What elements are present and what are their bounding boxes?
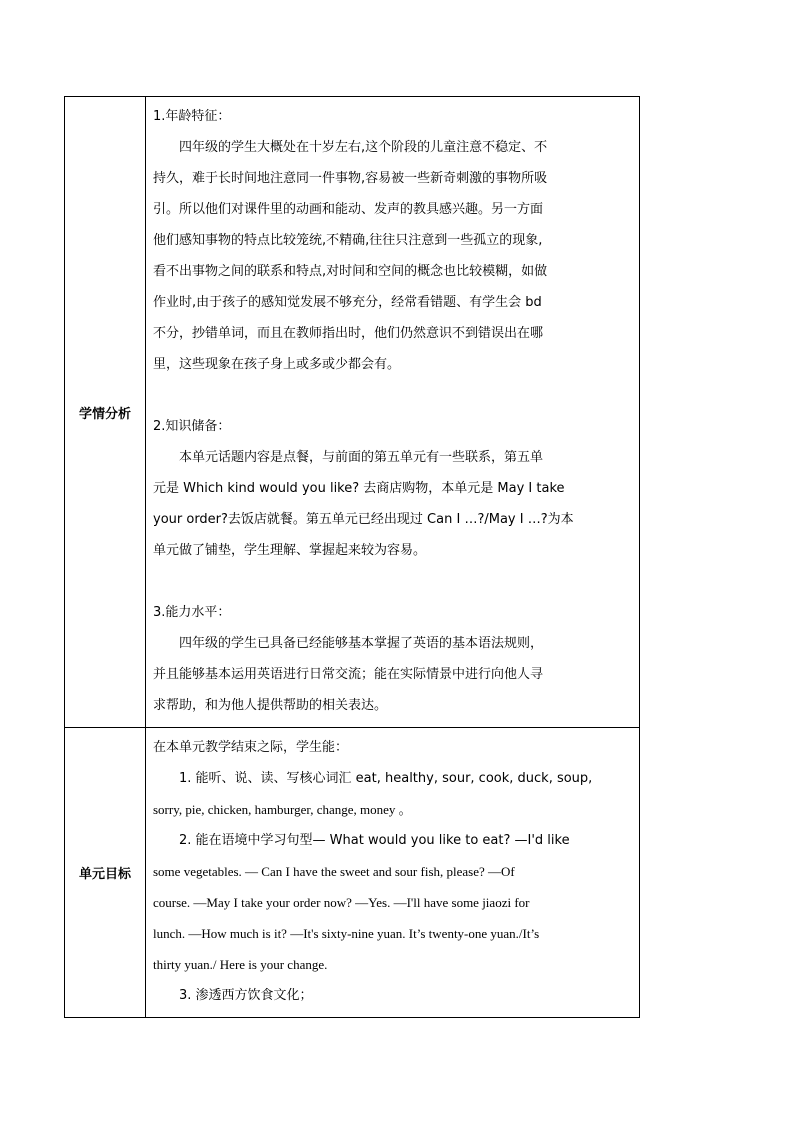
age-line: 引。所以他们对课件里的动画和能动、发声的教具感兴趣。另一方面 [153, 202, 544, 217]
goal-item-1: 1. 能听、说、读、写核心词汇 eat, healthy, sour, cook, duck, soup, [179, 771, 593, 786]
knowledge-line: 单元做了铺垫，学生理解、掌握起来较为容易。 [153, 543, 427, 558]
age-line: 里，这些现象在孩子身上或多或少都会有。 [153, 357, 401, 372]
goals-row [65, 728, 640, 1018]
age-line: 不分，抄错单词，而且在教师指出时，他们仍然意识不到错误出在哪 [153, 326, 544, 341]
spacer [153, 566, 632, 597]
goal-item-2-cont: some vegetables. — Can I have the sweet and sour fish, please? —Of [153, 864, 515, 879]
goals-content [146, 728, 640, 1018]
knowledge-line: your order?去饭店就餐。第五单元已经出现过 Can I …?/May I …?为本 [153, 512, 574, 527]
goal-item-1-cont: sorry, pie, chicken, hamburger, change, money 。 [153, 802, 412, 817]
knowledge-line: 元是 Which kind would you like? 去商店购物，本单元是 May I take [153, 481, 565, 496]
lesson-plan-table [64, 96, 640, 1018]
ability-line: 并且能够基本运用英语进行日常交流；能在实际情景中进行向他人寻 [153, 667, 544, 682]
goals-intro: 在本单元教学结束之际，学生能： [153, 740, 349, 755]
age-line: 他们感知事物的特点比较笼统,不精确,往往只注意到一些孤立的现象, [153, 233, 543, 248]
goals-label: 单元目标 [65, 728, 146, 1018]
age-line: 持久，难于长时间地注意同一件事物,容易被一些新奇刺激的事物所吸 [153, 171, 548, 186]
age-line: 看不出事物之间的联系和特点,对时间和空间的概念也比较模糊，如做 [153, 264, 548, 279]
knowledge-line: 本单元话题内容是点餐，与前面的第五单元有一些联系，第五单 [179, 450, 544, 465]
ability-line: 四年级的学生已具备已经能够基本掌握了英语的基本语法规则， [179, 636, 544, 651]
goal-item-2-cont: lunch. —How much is it? —It's sixty-nine yuan. It’s twenty-one yuan./It’s [153, 926, 540, 941]
analysis-row [65, 97, 640, 728]
goal-item-2-cont: thirty yuan./ Here is your change. [153, 957, 328, 972]
goal-item-2-cont: course. —May I take your order now? —Yes. —I'll have some jiaozi for [153, 895, 530, 910]
analysis-content [146, 97, 640, 728]
age-line: 作业时,由于孩子的感知觉发展不够充分，经常看错题、有学生会 bd [153, 295, 542, 310]
spacer [153, 380, 632, 411]
knowledge-heading: 2.知识储备： [153, 419, 231, 434]
goal-item-2: 2. 能在语境中学习句型— What would you like to eat? —I'd like [179, 833, 570, 848]
age-heading: 1.年龄特征： [153, 109, 231, 124]
goal-item-3: 3. 渗透西方饮食文化； [179, 988, 313, 1003]
age-line: 四年级的学生大概处在十岁左右,这个阶段的儿童注意不稳定、不 [179, 140, 548, 155]
ability-heading: 3.能力水平： [153, 605, 231, 620]
analysis-label: 学情分析 [65, 97, 146, 728]
ability-line: 求帮助，和为他人提供帮助的相关表达。 [153, 698, 388, 713]
